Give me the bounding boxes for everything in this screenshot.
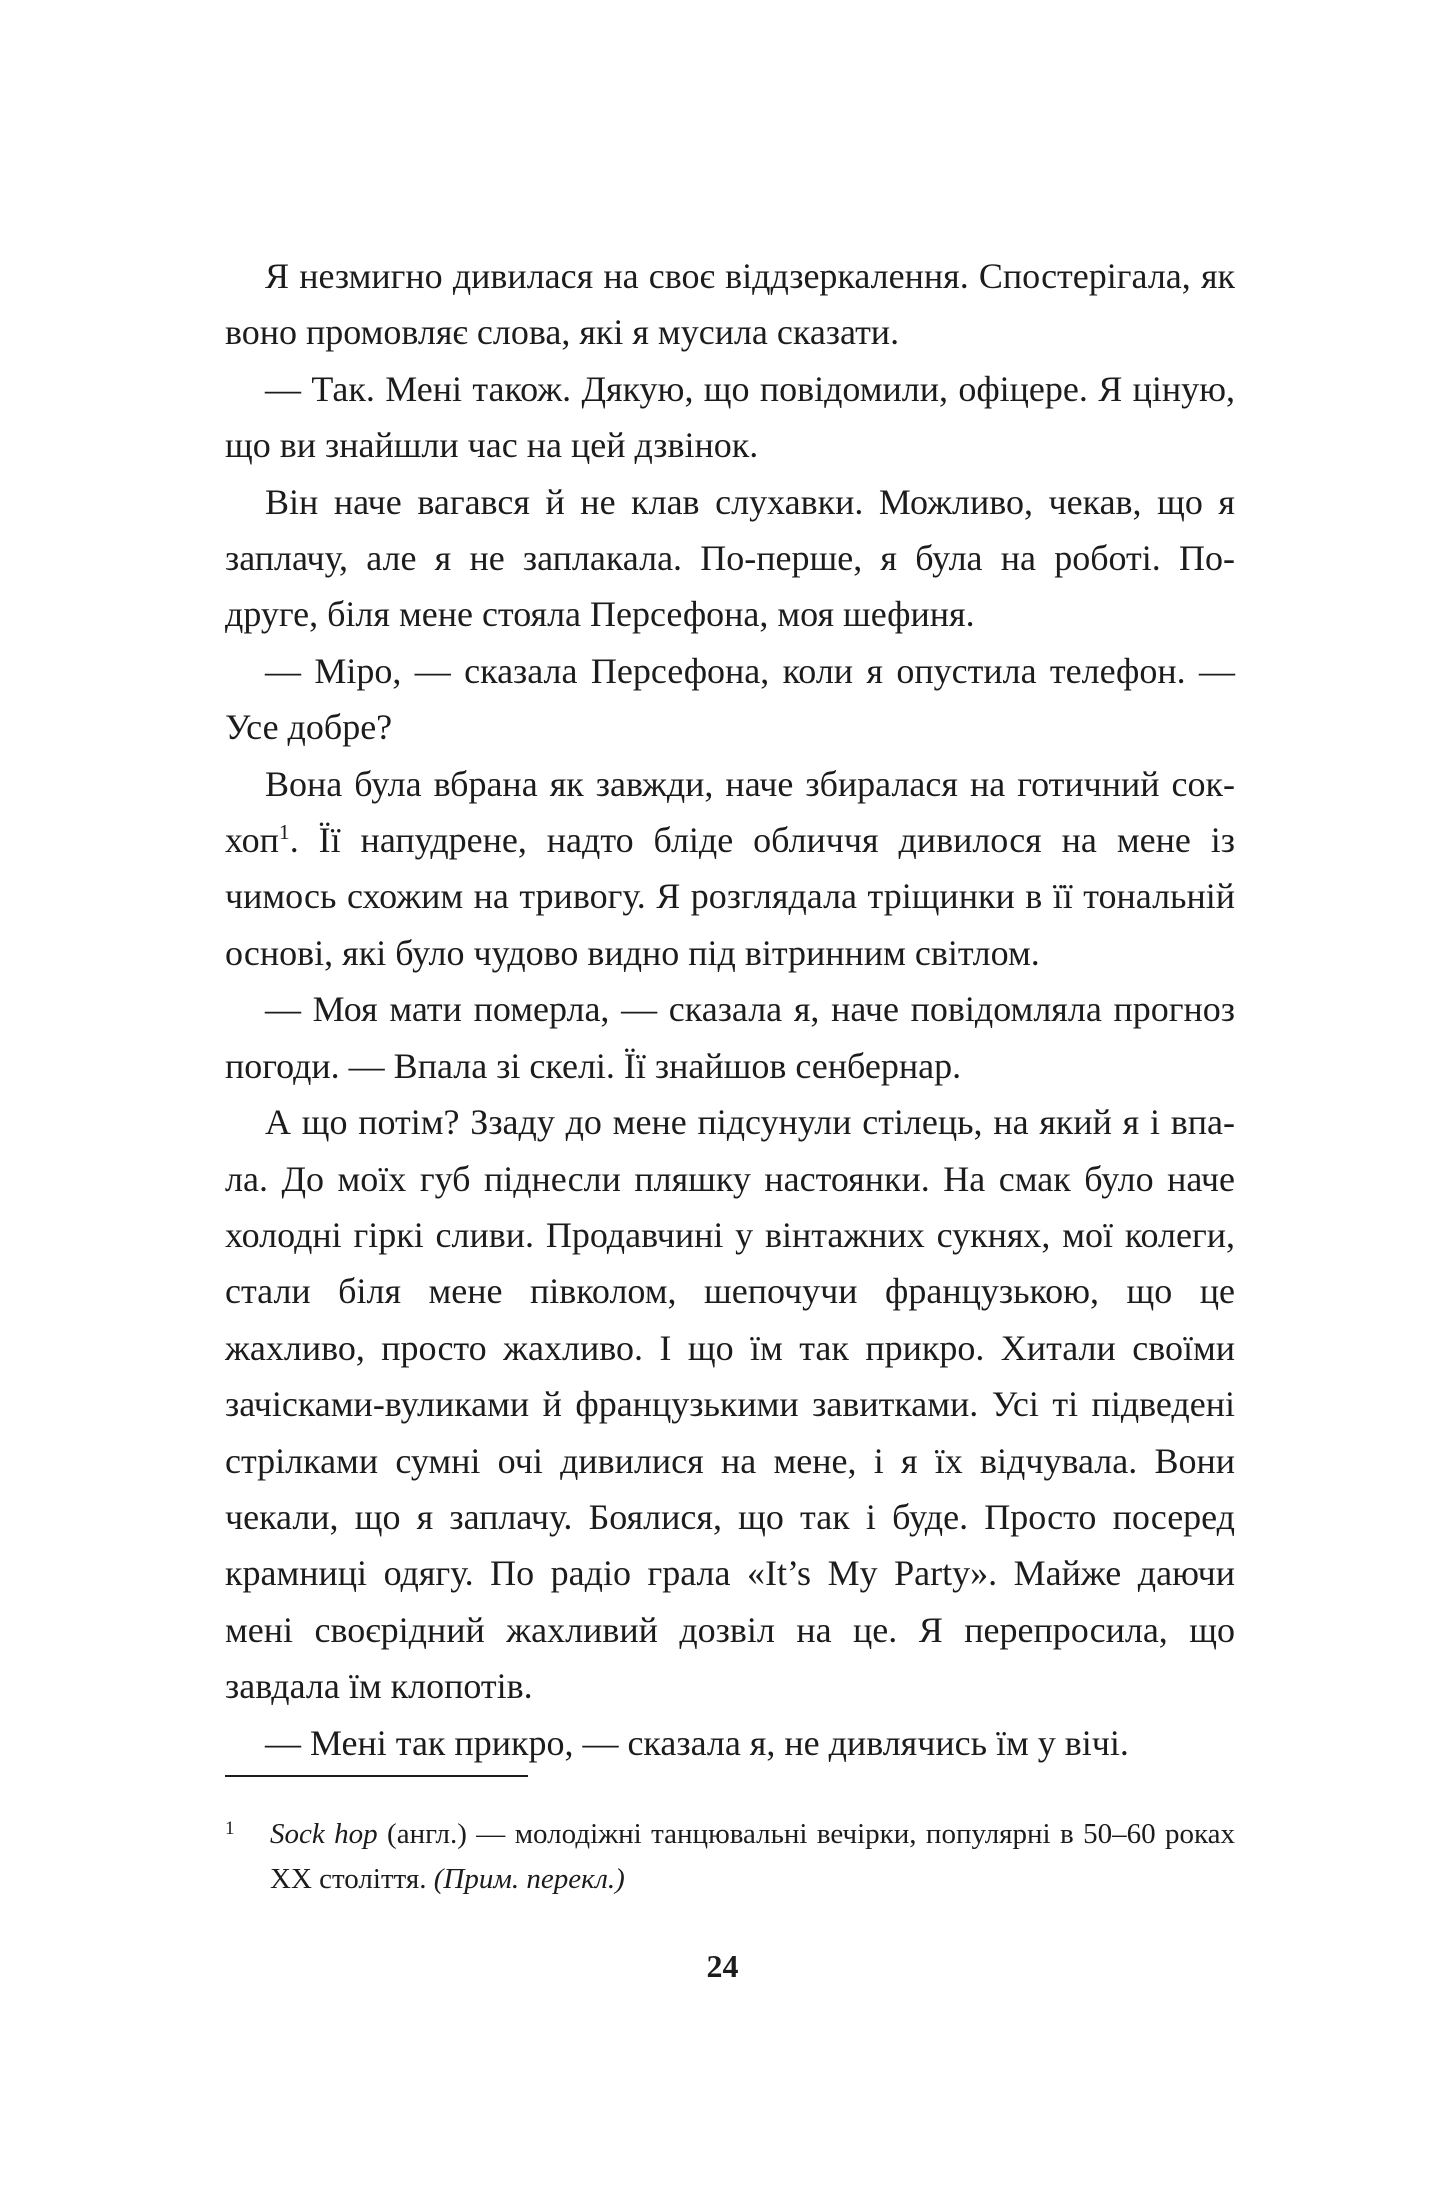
footnote bbox=[225, 1812, 1235, 1902]
paragraph-text: . Її напудрене, надто бліде обличчя дивилося на мене із чимось схожим на тривогу. Я розглядала тріщинки в її тональній основі, які було чудово видно під вітринним світлом. bbox=[225, 820, 1235, 973]
paragraph: — Мені так прикро, — сказала я, не дивлячись їм у вічі. bbox=[265, 1722, 1129, 1763]
paragraph: Я незмигно дивилася на своє віддзеркалення. Спостерігала, як воно промовляє слова, які я мусила сказати. bbox=[225, 256, 1235, 353]
footnote-text: (англ.) — молодіжні танцювальні вечірки, популярні в 50–60 роках XX століття. bbox=[270, 1818, 1236, 1895]
paragraph-with-footnote bbox=[225, 756, 1235, 982]
footnote-term: Sock hop bbox=[270, 1818, 378, 1850]
footnote-translator-note: (Прим. перекл.) bbox=[433, 1863, 625, 1895]
footnote-body bbox=[270, 1812, 1235, 1902]
paragraph: — Моя мати померла, — сказала я, наче повідомляла прогноз погоди. — Впала зі скелі. Її знайшов сенбернар. bbox=[225, 989, 1235, 1086]
paragraph-text: Вона була вбрана як завжди, наче збиралася на готичний сок-хоп bbox=[225, 763, 1235, 861]
footnote-divider bbox=[225, 1775, 528, 1777]
main-text bbox=[225, 248, 1235, 1771]
paragraph: А що потім? Ззаду до мене підсунули стілець, на який я і впала. До моїх губ піднесли пляшку настоянки. На смак було наче холодні гіркі сливи. Продавчині у вінтажних сукнях, мої колеги, стали біля мене півколом, шепочучи французькою, що це жахливо, просто жахливо. І що їм так прикро. Хитали своїми зачісками-вуликами й французькими завитками. Усі ті підведені стрілками сумні очі дивилися на мене, і я їх відчувала. Вони чекали, що я заплачу. Боялися, що так і буде. Просто посеред крамниці одягу. По радіо грала «It’s My Party». Майже даючи мені своєрідний жахливий дозвіл на це. Я перепросила, що завдала їм клопотів. bbox=[225, 1102, 1235, 1707]
paragraph: Він наче вагався й не клав слухавки. Можливо, чекав, що я заплачу, але я не заплакала. По-перше, я була на роботі. По-друге, біля мене стояла Персефона, моя шефиня. bbox=[225, 481, 1235, 635]
paragraph: — Міро, — сказала Персефона, коли я опустила телефон. — Усе добре? bbox=[225, 650, 1235, 748]
footnote-reference: 1 bbox=[278, 820, 290, 845]
paragraph: — Так. Мені також. Дякую, що повідомили, офіцере. Я ціную, що ви знайшли час на цей дзвінок. bbox=[225, 368, 1235, 466]
footnote-mark: 1 bbox=[225, 1818, 235, 1839]
page-number: 24 bbox=[706, 1948, 739, 1984]
